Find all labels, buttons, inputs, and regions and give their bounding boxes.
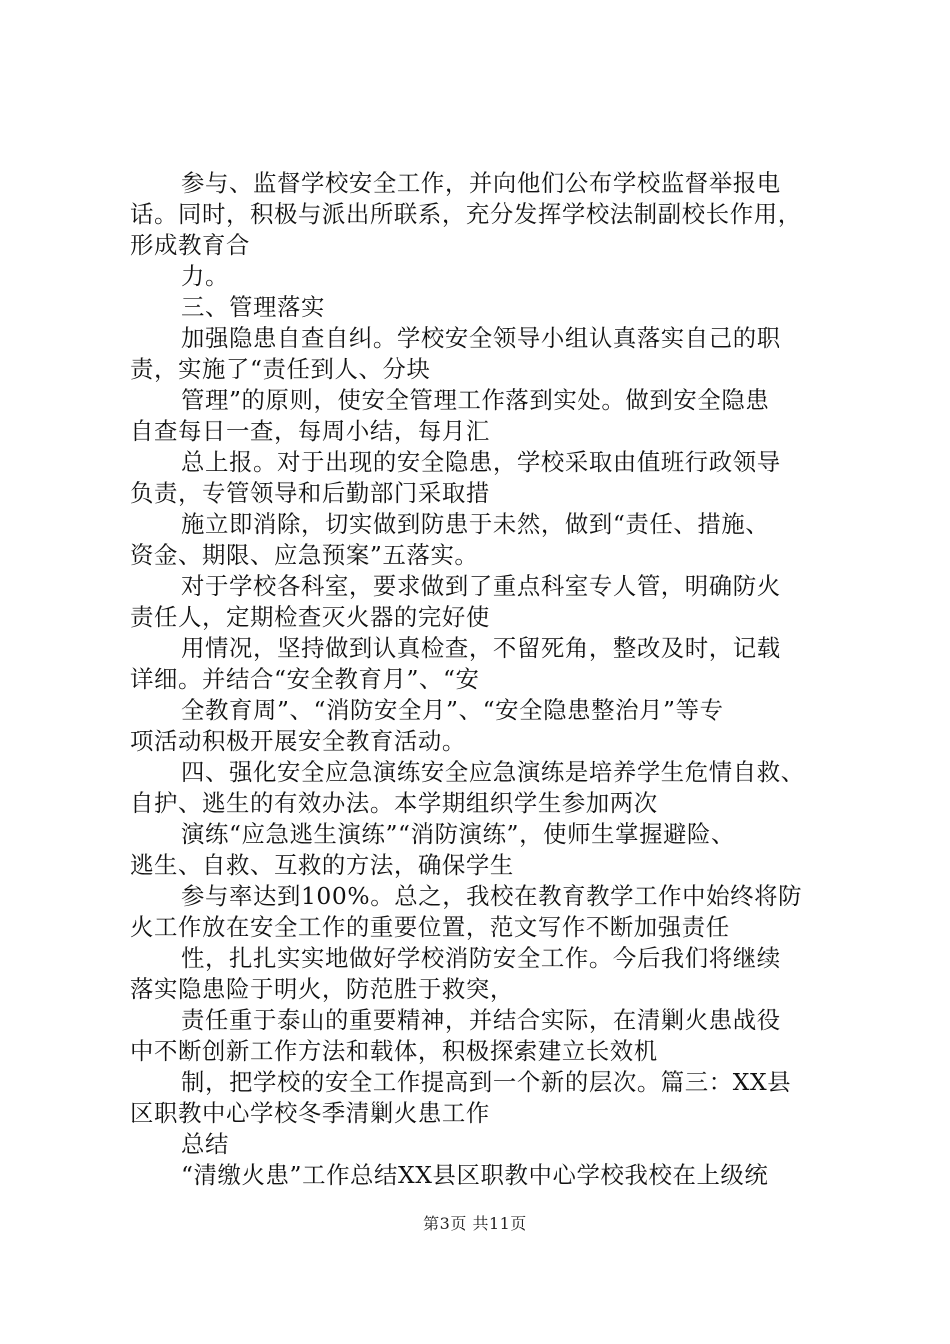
text-line: 自查每日一查，每周小结，每月汇 [130, 417, 490, 445]
text-line: “清缴火患”工作总结XX县区职教中心学校我校在上级统 [181, 1161, 769, 1189]
text-line: 性，扎扎实实地做好学校消防安全工作。今后我们将继续 [181, 944, 781, 972]
text-line: 项活动积极开展安全教育活动。 [130, 727, 466, 755]
text-line: 资金、期限、应急预案”五落实。 [130, 541, 479, 569]
text-line: 加强隐患自查自纠。学校安全领导小组认真落实自己的职 [181, 324, 781, 352]
document-body [130, 168, 850, 1191]
text-line: 制，把学校的安全工作提高到一个新的层次。篇三：XX县 [181, 1068, 792, 1096]
text-line: 中不断创新工作方法和载体，积极探索建立长效机 [130, 1037, 658, 1065]
text-line: 用情况，坚持做到认真检查，不留死角，整改及时，记载 [181, 634, 781, 662]
text-line: 责任人，定期检查灭火器的完好使 [130, 603, 490, 631]
text-line: 施立即消除，切实做到防患于未然，做到“责任、措施、 [181, 510, 770, 538]
text-line: 话。同时，积极与派出所联系，充分发挥学校法制副校长作用， [130, 200, 802, 228]
text-line: 三、管理落实 [181, 293, 325, 321]
text-line: 逃生、自救、互救的方法，确保学生 [130, 851, 514, 879]
page-number-footer: 第3页 共11页 [423, 1214, 527, 1233]
text-line: 形成教育合 [130, 231, 250, 259]
text-line: 全教育周”、“消防安全月”、“安全隐患整治月”等专 [181, 696, 724, 724]
text-line: 四、强化安全应急演练安全应急演练是培养学生危情自救、 [181, 758, 805, 786]
text-line: 责任重于泰山的重要精神，并结合实际，在清剿火患战役 [181, 1006, 781, 1034]
text-line: 总结 [181, 1130, 229, 1158]
text-line: 自护、逃生的有效办法。本学期组织学生参加两次 [130, 789, 658, 817]
text-line: 详细。并结合“安全教育月”、“安 [130, 665, 480, 693]
text-line: 参与、监督学校安全工作，并向他们公布学校监督举报电 [181, 169, 781, 197]
text-line: 区职教中心学校冬季清剿火患工作 [130, 1099, 490, 1127]
text-line: 管理”的原则，使安全管理工作落到实处。做到安全隐患 [181, 386, 770, 414]
text-line: 对于学校各科室，要求做到了重点科室专人管，明确防火 [181, 572, 781, 600]
text-line: 参与率达到100%。总之，我校在教育教学工作中始终将防 [181, 882, 803, 910]
text-line: 总上报。对于出现的安全隐患，学校采取由值班行政领导 [181, 448, 781, 476]
text-line: 力。 [181, 262, 229, 290]
text-line: 演练“应急逃生演练”“消防演练”，使师生掌握避险、 [181, 820, 736, 848]
text-line: 落实隐患险于明火，防范胜于救突， [130, 975, 514, 1003]
text-line: 责，实施了“责任到人、分块 [130, 355, 431, 383]
text-line: 负责，专管领导和后勤部门采取措 [130, 479, 490, 507]
text-line: 火工作放在安全工作的重要位置，范文写作不断加强责任 [130, 913, 730, 941]
